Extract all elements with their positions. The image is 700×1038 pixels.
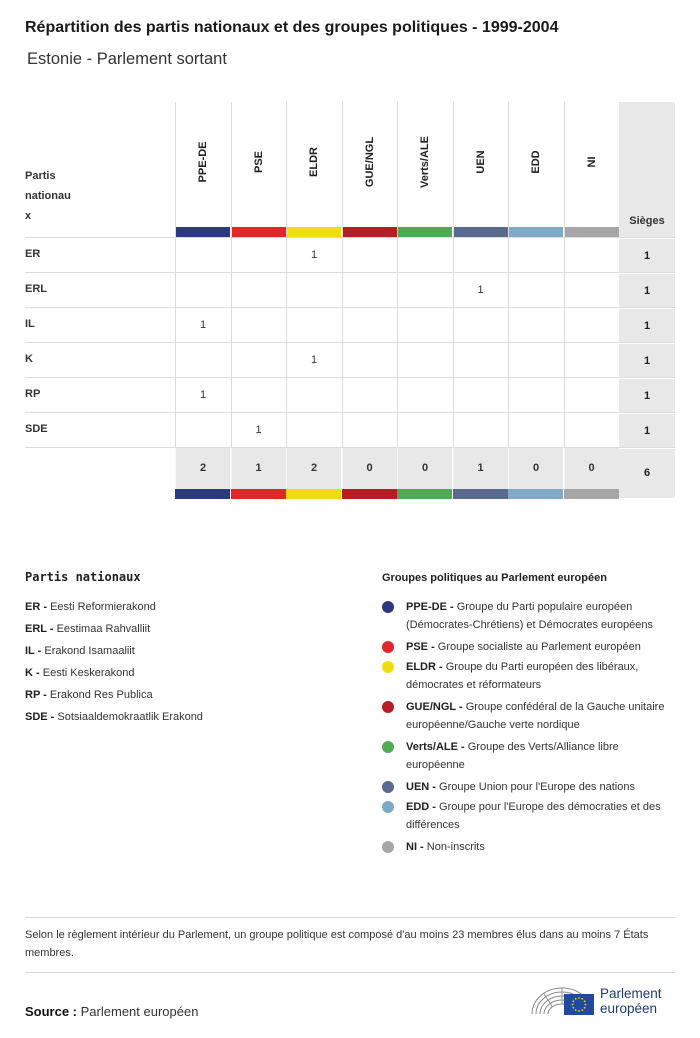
- total-cell: 0: [508, 448, 563, 489]
- seat-count: 1: [619, 378, 675, 413]
- table-cell: [397, 238, 452, 273]
- column-label: EDD: [530, 150, 542, 174]
- parliament-hemicycle-icon: [528, 980, 596, 1020]
- party-abbr: IL -: [25, 645, 42, 657]
- table-cell: [397, 273, 452, 308]
- group-color-bar: [232, 227, 286, 237]
- color-dot-icon: [382, 741, 394, 753]
- table-row: [25, 412, 675, 447]
- eu-star-icon: [572, 1007, 574, 1009]
- eu-star-icon: [578, 997, 580, 999]
- table-cell: [508, 413, 563, 448]
- total-cell: 1: [453, 448, 508, 489]
- color-dot-icon: [382, 841, 394, 853]
- eu-star-icon: [578, 1010, 580, 1012]
- table-cell: [286, 413, 341, 448]
- column-label: PSE: [252, 150, 265, 174]
- color-dot-icon: [382, 601, 394, 613]
- eu-star-icon: [575, 1009, 577, 1011]
- table-cell: [286, 308, 341, 343]
- group-color-bar: [565, 227, 619, 237]
- source-line: [25, 1004, 198, 1019]
- column-header-gue-ngl: [342, 102, 397, 237]
- legend-group-item: [382, 738, 677, 774]
- column-header-ni: [564, 102, 619, 237]
- legend-party-item: [25, 596, 345, 618]
- page-title: Répartition des partis nationaux et des groupes politiques - 1999-2004: [25, 19, 559, 36]
- legend-group-item: [382, 798, 677, 834]
- column-header-pse: [231, 102, 286, 237]
- group-color-bar: [454, 227, 508, 237]
- table-cell: [342, 308, 397, 343]
- group-abbr: Verts/ALE -: [406, 741, 465, 753]
- table-cell: [508, 273, 563, 308]
- party-label: RP: [25, 388, 41, 400]
- table-cell: [564, 308, 619, 343]
- table-cell: [508, 343, 563, 378]
- eu-star-icon: [585, 1004, 587, 1006]
- eu-star-icon: [575, 998, 577, 1000]
- seat-count: 1: [619, 413, 675, 448]
- party-abbr: ERL -: [25, 623, 54, 635]
- column-header-edd: [508, 102, 563, 237]
- total-cell: 0: [397, 448, 452, 489]
- column-label: UEN: [474, 150, 487, 174]
- table-cell: [231, 343, 286, 378]
- table-row: [25, 272, 675, 307]
- column-label: Verts/ALE: [419, 136, 431, 188]
- table-cell: [453, 308, 508, 343]
- legend-party-item: [25, 662, 345, 684]
- table-row: [25, 377, 675, 412]
- seat-count: 1: [619, 273, 675, 308]
- table-cell: [453, 238, 508, 273]
- table-cell: [564, 378, 619, 413]
- table-cell: [397, 413, 452, 448]
- legend-groups-title: Groupes politiques au Parlement européen: [382, 572, 607, 584]
- color-dot-icon: [382, 701, 394, 713]
- table-cell: [231, 238, 286, 273]
- group-name: Groupe pour l'Europe des démocraties et des différences: [406, 801, 661, 831]
- table-cell: [342, 238, 397, 273]
- totals-row: [25, 447, 675, 498]
- group-abbr: EDD -: [406, 801, 436, 813]
- group-name: Groupe des Verts/Alliance libre européenne: [406, 741, 619, 771]
- column-header-ppe-de: [175, 102, 230, 237]
- party-name: Erakond Res Publica: [49, 689, 153, 701]
- party-abbr: RP -: [25, 689, 47, 701]
- group-name: Groupe confédéral de la Gauche unitaire européenne/Gauche verte nordique: [406, 701, 665, 731]
- table-cell: 1: [175, 308, 230, 343]
- table-cell: [175, 238, 230, 273]
- table-cell: [453, 413, 508, 448]
- column-header-uen: [453, 102, 508, 237]
- table-cell: 1: [175, 378, 230, 413]
- legend-parties-title: Partis nationaux: [25, 570, 141, 584]
- party-label: ER: [25, 248, 41, 260]
- group-abbr: ELDR -: [406, 661, 443, 673]
- table-cell: 1: [286, 238, 341, 273]
- group-abbr: UEN -: [406, 781, 436, 793]
- logo-text: Parlement européen: [600, 986, 662, 1016]
- group-color-bar: [564, 489, 619, 499]
- group-color-bar: [397, 489, 452, 499]
- party-label: ERL: [25, 283, 47, 295]
- column-label: NI: [585, 156, 598, 168]
- legend-group-item: [382, 658, 677, 694]
- column-header-verts-ale: [397, 102, 452, 237]
- group-name: Groupe du Parti européen des libéraux, démocrates et réformateurs: [406, 661, 639, 691]
- column-header-eldr: [286, 102, 341, 237]
- table-cell: [286, 273, 341, 308]
- group-name: Groupe du Parti populaire européen (Démocrates-Chrétiens) et Démocrates européens: [406, 601, 653, 631]
- color-dot-icon: [382, 661, 394, 673]
- table-cell: [175, 413, 230, 448]
- group-color-bar: [508, 489, 563, 499]
- eu-star-icon: [584, 1007, 586, 1009]
- group-abbr: GUE/NGL -: [406, 701, 463, 713]
- group-color-bar: [286, 489, 341, 499]
- legend-political-groups: [382, 572, 677, 858]
- party-name: Erakond Isamaaliit: [44, 645, 135, 657]
- total-cell: 2: [286, 448, 341, 489]
- rules-note: Selon le règlement intérieur du Parlement, un groupe politique est composé d'au moins 23 membres élus dans au moins 7 États membres.: [25, 917, 675, 973]
- page-subtitle: Estonie - Parlement sortant: [27, 50, 227, 68]
- party-name: Eesti Reformierakond: [50, 601, 156, 613]
- table-cell: [286, 378, 341, 413]
- group-name: Non-inscrits: [426, 841, 485, 853]
- table-cell: [342, 343, 397, 378]
- party-name: Eesti Keskerakond: [42, 667, 135, 679]
- table-cell: 1: [231, 413, 286, 448]
- legend-party-item: [25, 684, 345, 706]
- table-cell: [342, 413, 397, 448]
- legend-group-item: [382, 698, 677, 734]
- group-color-bar: [342, 489, 397, 499]
- table-cell: [342, 273, 397, 308]
- table-cell: [342, 378, 397, 413]
- table-cell: 1: [453, 273, 508, 308]
- total-cell: 2: [175, 448, 230, 489]
- table-cell: [231, 273, 286, 308]
- seat-count: 1: [619, 343, 675, 378]
- table-cell: [231, 308, 286, 343]
- group-abbr: PSE -: [406, 641, 435, 653]
- group-color-bar: [509, 227, 563, 237]
- column-label: ELDR: [308, 147, 320, 177]
- row-header-label: Partis nationau x: [25, 170, 71, 222]
- group-color-bar: [343, 227, 397, 237]
- table-cell: [453, 343, 508, 378]
- group-color-bar: [287, 227, 341, 237]
- group-color-bar: [176, 227, 230, 237]
- parlement-europeen-logo: [528, 980, 678, 1020]
- table-cell: [397, 378, 452, 413]
- total-cell: 0: [564, 448, 619, 489]
- group-name: Groupe Union pour l'Europe des nations: [439, 781, 635, 793]
- table-cell: [564, 413, 619, 448]
- group-color-bar: [398, 227, 452, 237]
- table-row: [25, 307, 675, 342]
- legend-group-item: [382, 598, 677, 634]
- table-cell: [397, 343, 452, 378]
- legend-party-item: [25, 706, 345, 728]
- color-dot-icon: [382, 781, 394, 793]
- group-abbr: NI -: [406, 841, 424, 853]
- table-cell: [175, 343, 230, 378]
- eu-star-icon: [572, 1004, 574, 1006]
- table-cell: [397, 308, 452, 343]
- table-cell: [564, 238, 619, 273]
- group-abbr: PPE-DE -: [406, 601, 454, 613]
- legend-party-item: [25, 618, 345, 640]
- seats-header: Sièges: [629, 215, 665, 227]
- party-label: K: [25, 353, 33, 365]
- grand-total: 6: [619, 448, 675, 499]
- party-label: IL: [25, 318, 35, 330]
- party-abbr: SDE -: [25, 711, 55, 723]
- legend-national-parties: [25, 570, 345, 728]
- color-dot-icon: [382, 641, 394, 653]
- source-label: Source :: [25, 1004, 78, 1019]
- group-name: Groupe socialiste au Parlement européen: [437, 641, 641, 653]
- legend-group-item: [382, 638, 677, 656]
- seat-count: 1: [619, 308, 675, 343]
- table-cell: [564, 273, 619, 308]
- party-label: SDE: [25, 423, 48, 435]
- source-value: Parlement européen: [80, 1004, 199, 1019]
- eu-star-icon: [584, 1000, 586, 1002]
- table-cell: [508, 308, 563, 343]
- color-dot-icon: [382, 801, 394, 813]
- table-cell: [564, 343, 619, 378]
- table-row: [25, 237, 675, 272]
- legend-group-item: [382, 778, 677, 796]
- column-label: GUE/NGL: [363, 136, 376, 188]
- table-cell: [508, 378, 563, 413]
- legend-group-item: [382, 838, 677, 856]
- table-cell: [453, 378, 508, 413]
- legend-party-item: [25, 640, 345, 662]
- party-abbr: ER -: [25, 601, 47, 613]
- total-cell: 1: [231, 448, 286, 489]
- table-cell: 1: [286, 343, 341, 378]
- table-cell: [231, 378, 286, 413]
- group-color-bar: [175, 489, 230, 499]
- column-label: PPE-DE: [197, 141, 209, 183]
- eu-star-icon: [572, 1000, 574, 1002]
- party-name: Sotsiaaldemokraatlik Erakond: [57, 711, 203, 723]
- table-cell: [508, 238, 563, 273]
- eu-star-icon: [581, 1009, 583, 1011]
- total-cell: 0: [342, 448, 397, 489]
- seat-count: 1: [619, 238, 675, 273]
- group-color-bar: [453, 489, 508, 499]
- eu-star-icon: [581, 998, 583, 1000]
- party-name: Eestimaa Rahvalliit: [56, 623, 151, 635]
- table-row: [25, 342, 675, 377]
- party-abbr: K -: [25, 667, 40, 679]
- table-cell: [175, 273, 230, 308]
- group-color-bar: [231, 489, 286, 499]
